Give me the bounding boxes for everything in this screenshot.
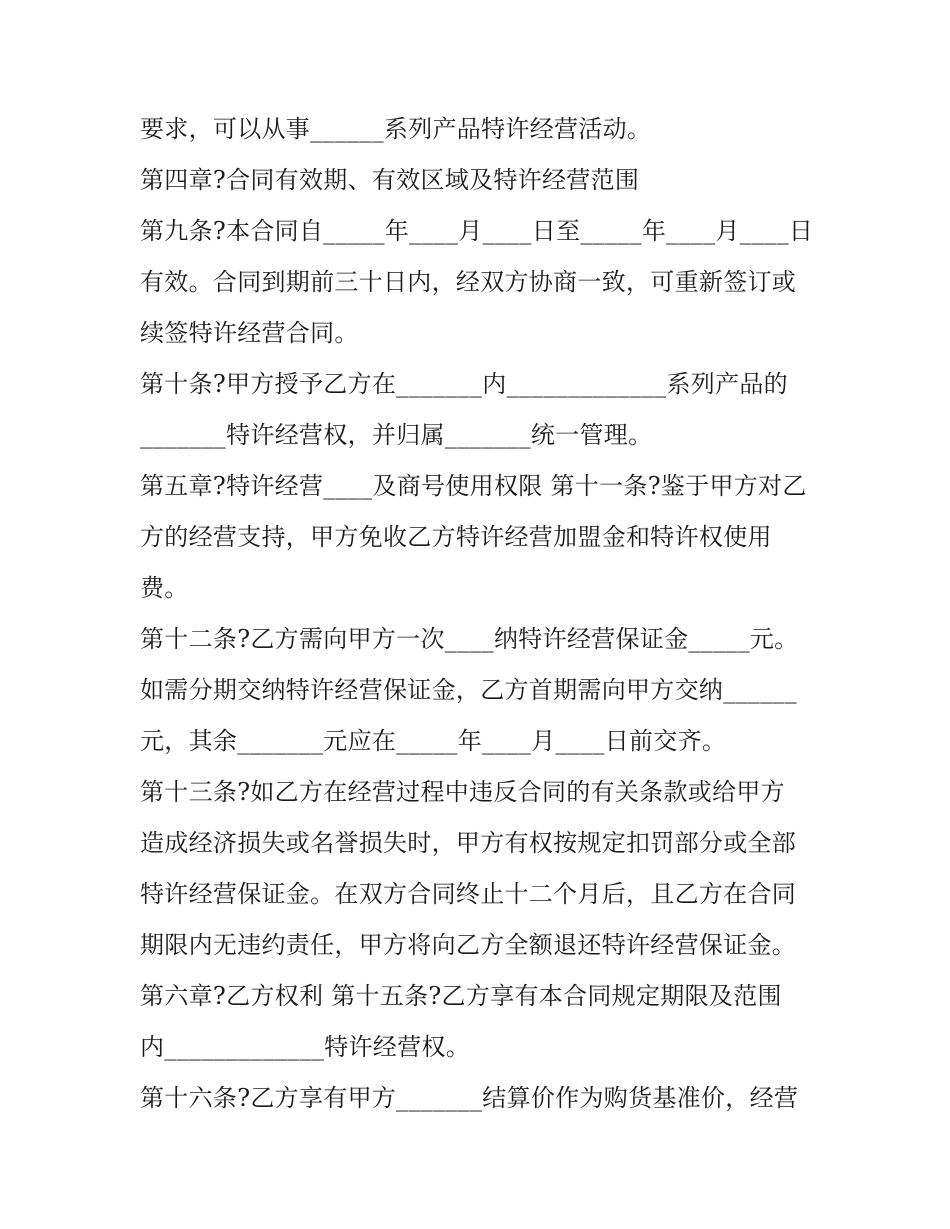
- document-body: [140, 104, 820, 1124]
- text-line: 第九条?本合同自_____年____月____日至_____年____月____日: [140, 217, 814, 245]
- text-line: 如需分期交纳特许经营保证金，乙方首期需向甲方交纳______: [140, 676, 797, 704]
- text-line: 特许经营保证金。在双方合同终止十二个月后，且乙方在合同: [140, 880, 797, 908]
- text-line: _______特许经营权，并归属_______统一管理。: [140, 421, 653, 449]
- chapter-heading: 第四章?合同有效期、有效区域及特许经营范围: [140, 166, 640, 194]
- text-line: 第十二条?乙方需向甲方一次____纳特许经营保证金_____元。: [140, 625, 799, 653]
- text-line: 元，其余_______元应在_____年____月____日前交齐。: [140, 727, 727, 755]
- chapter-heading: 第五章?特许经营____及商号使用权限 第十一条?鉴于甲方对乙: [140, 472, 807, 500]
- text-line: 第十六条?乙方享有甲方_______结算价作为购货基准价，经营: [140, 1084, 799, 1112]
- chapter-heading: 第六章?乙方权利 第十五条?乙方享有本合同规定期限及范围: [140, 982, 782, 1010]
- text-line: 要求，可以从事______系列产品特许经营活动。: [140, 115, 652, 143]
- text-line: 内_____________特许经营权。: [140, 1033, 470, 1061]
- text-line: 有效。合同到期前三十日内，经双方协商一致，可重新签订或: [140, 268, 797, 296]
- text-line: 方的经营支持，甲方免收乙方特许经营加盟金和特许权使用: [140, 523, 772, 551]
- text-line: 造成经济损失或名誉损失时，甲方有权按规定扣罚部分或全部: [140, 829, 797, 857]
- text-line: 第十三条?如乙方在经营过程中违反合同的有关条款或给甲方: [140, 778, 785, 806]
- text-line: 期限内无违约责任，甲方将向乙方全额退还特许经营保证金。: [140, 931, 797, 959]
- text-line: 续签特许经营合同。: [140, 319, 359, 347]
- text-line: 费。: [140, 574, 189, 602]
- text-line: 第十条?甲方授予乙方在_______内_____________系列产品的: [140, 370, 788, 398]
